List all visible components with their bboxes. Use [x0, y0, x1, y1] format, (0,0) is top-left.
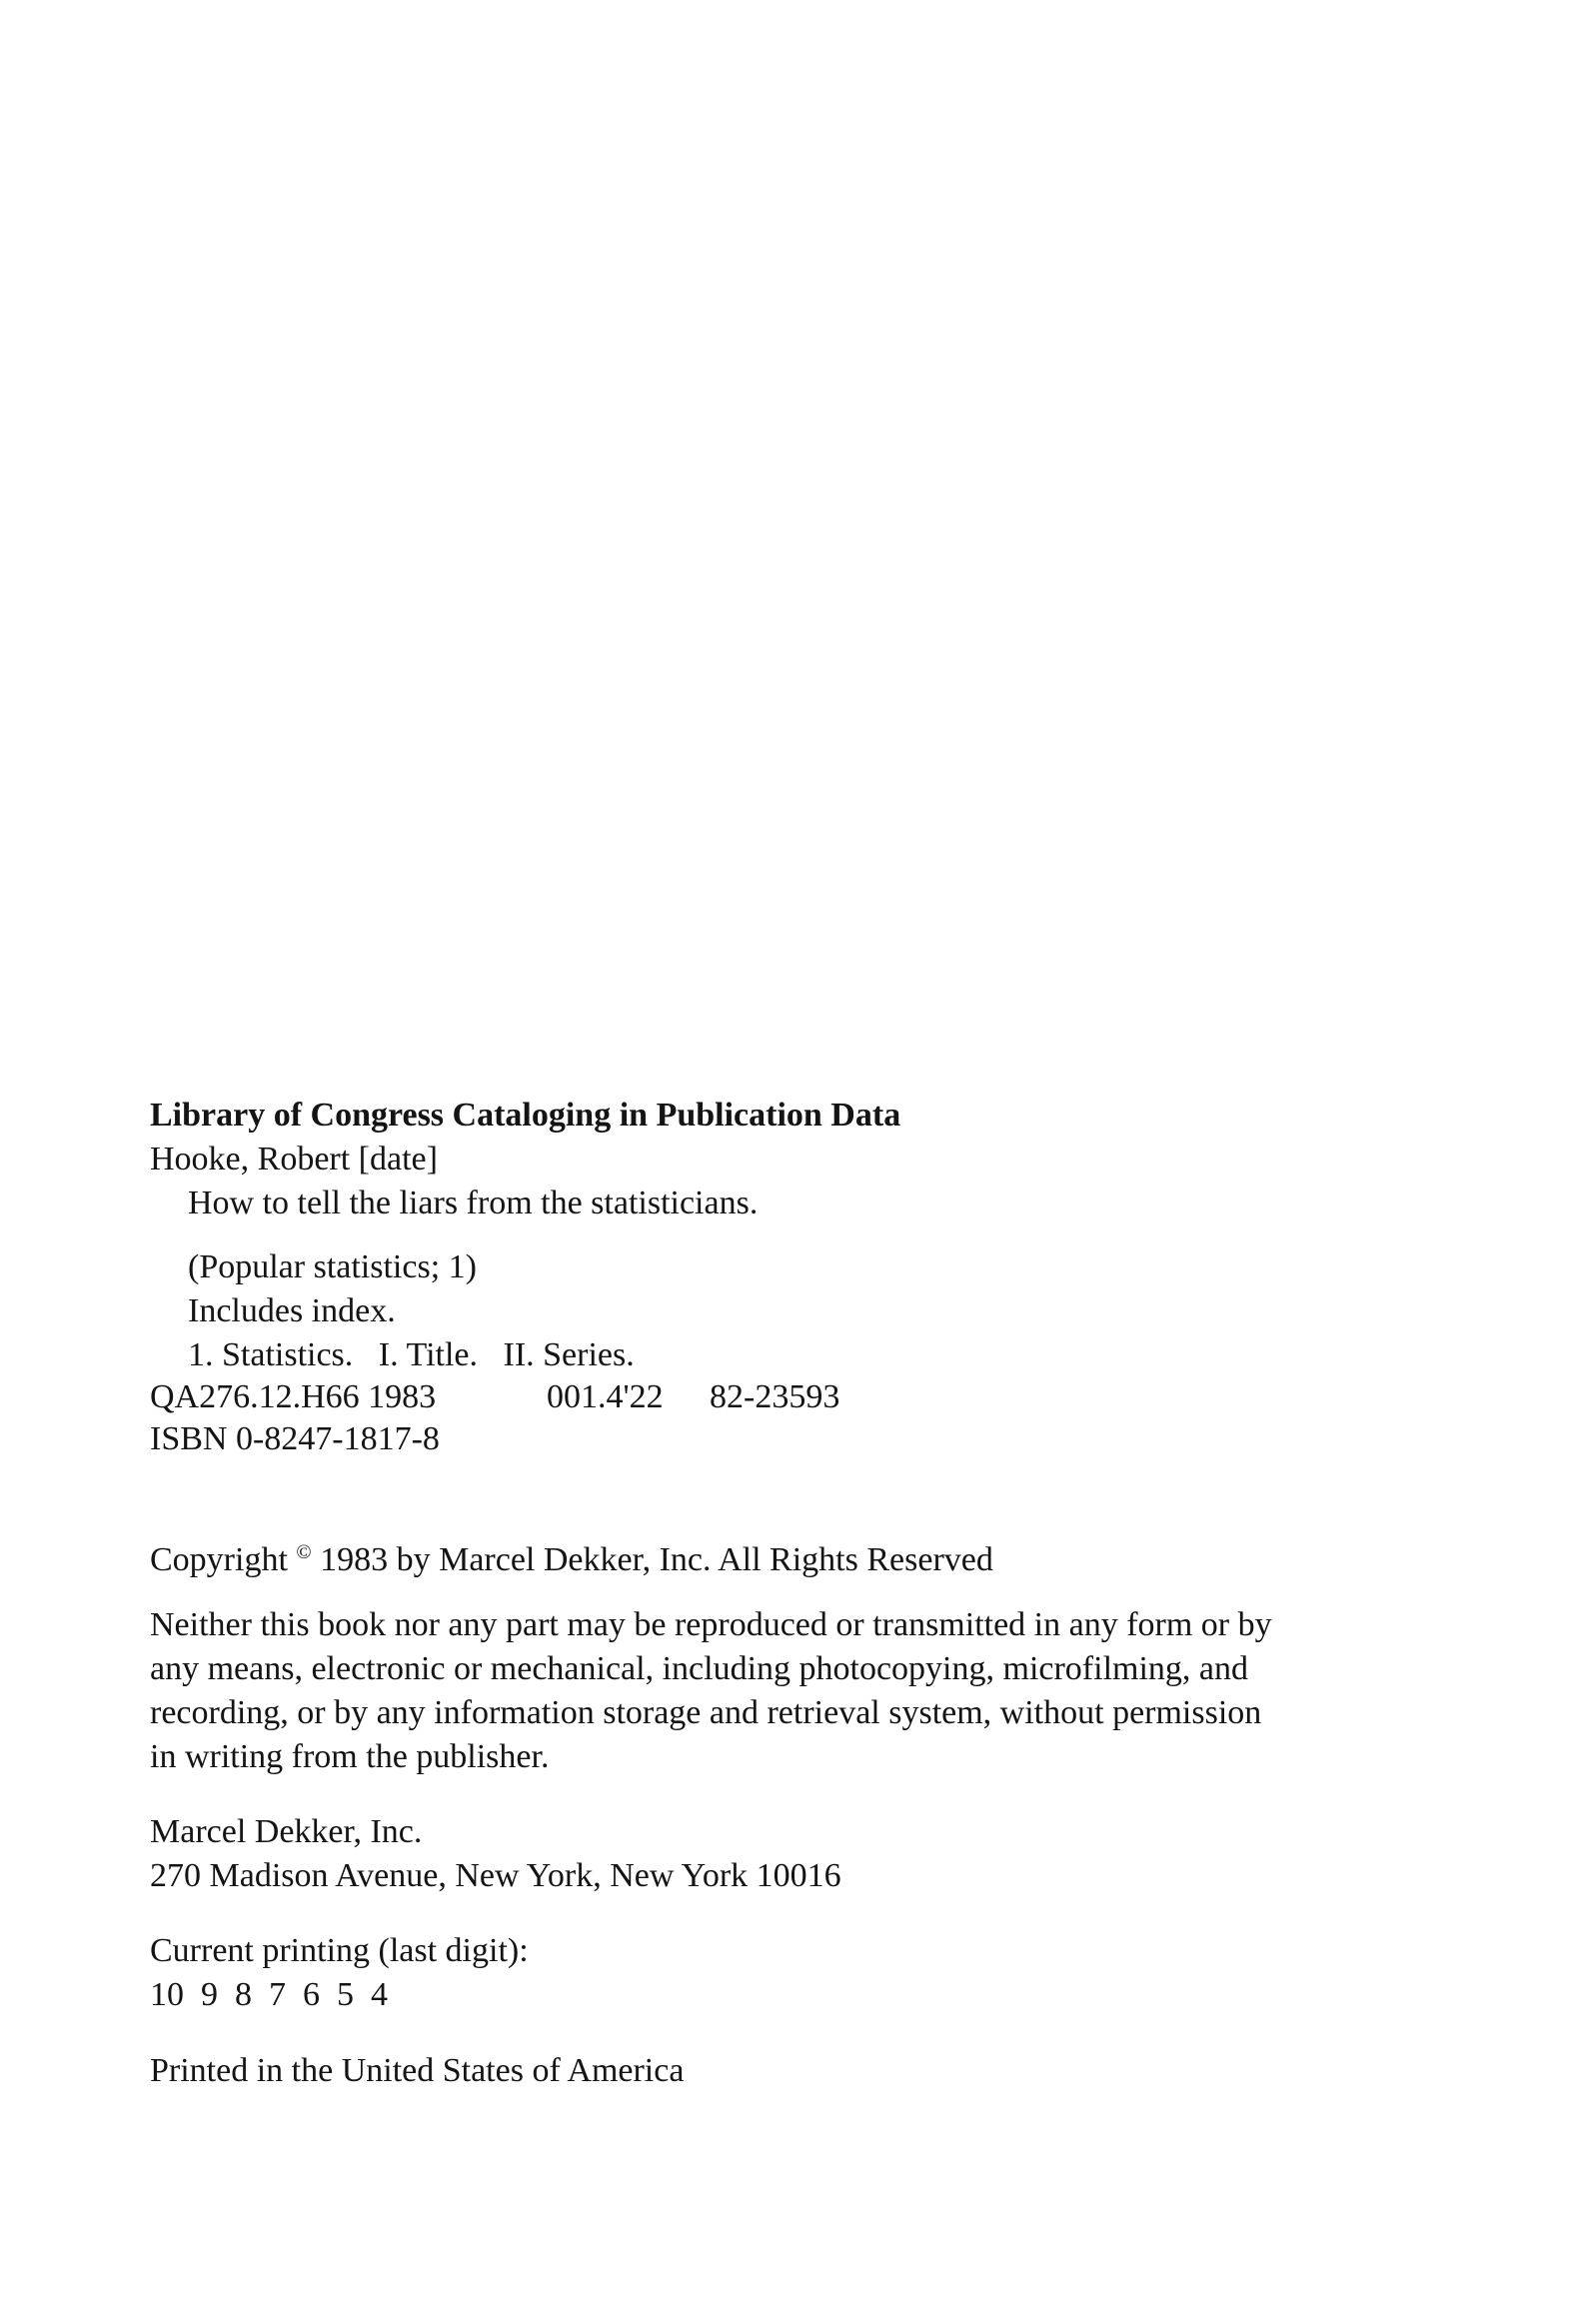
cip-title: How to tell the liars from the statisticians.: [188, 1184, 759, 1221]
cip-classification-row: [150, 1377, 909, 1417]
publisher-address: 270 Madison Avenue, New York, New York 10016: [150, 1857, 841, 1894]
cip-series-note: (Popular statistics; 1): [188, 1248, 477, 1285]
cip-subjects: 1. Statistics. I. Title. II. Series.: [188, 1336, 635, 1373]
copyright-symbol: ©: [296, 1541, 312, 1563]
cip-lccn: 82-23593: [710, 1378, 840, 1415]
cip-heading: Library of Congress Cataloging in Publication Data: [150, 1097, 901, 1134]
cip-call-number: QA276.12.H66 1983: [150, 1378, 437, 1415]
publisher-name: Marcel Dekker, Inc.: [150, 1813, 423, 1850]
copyright-prefix: Copyright: [150, 1541, 288, 1578]
cip-dewey: 001.4'22: [547, 1378, 664, 1415]
rights-line-1: Neither this book nor any part may be reproduced or transmitted in any form or by: [150, 1606, 1272, 1643]
rights-line-4: in writing from the publisher.: [150, 1738, 550, 1775]
cip-isbn: ISBN 0-8247-1817-8: [150, 1420, 440, 1457]
rights-line-3: recording, or by any information storage and retrieval system, without permission: [150, 1694, 1262, 1731]
rights-line-2: any means, electronic or mechanical, including photocopying, microfilming, and: [150, 1650, 1249, 1687]
printing-digits: 10 9 8 7 6 5 4: [150, 1976, 388, 2013]
copyright-line: [150, 1532, 993, 1580]
printed-in: Printed in the United States of America: [150, 2052, 685, 2089]
cip-author: Hooke, Robert [date]: [150, 1141, 438, 1177]
cip-index-note: Includes index.: [188, 1292, 396, 1329]
printing-label: Current printing (last digit):: [150, 1932, 529, 1969]
copyright-text: 1983 by Marcel Dekker, Inc. All Rights Reserved: [320, 1541, 993, 1578]
